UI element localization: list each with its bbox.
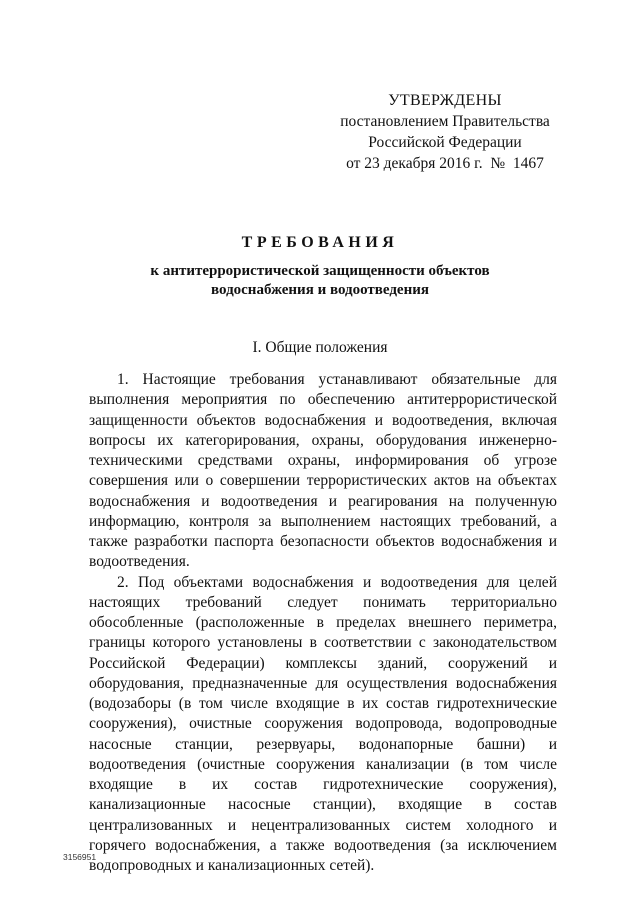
- subtitle-line-2: водоснабжения и водоотведения: [211, 282, 429, 298]
- document-subtitle: [0, 262, 640, 300]
- paragraph-2: 2. Под объектами водоснабжения и водоотведения для целей настоящих требований следует понимать территориально обособленные (расположенные в пределах внешнего периметра, границы которого установлены в соответствии с законодательством Российской Федерации) комплексы зданий, сооружений и оборудования, предназначенные для осуществления водоснабжения (водозаборы (в том числе входящие в их состав гидротехнические сооружения), очистные сооружения водопровода, водопроводные насосные станции, резервуары, водонапорные башни) и водоотведения (очистные сооружения канализации (в том числе входящие в их состав гидротехнические сооружения), канализационные насосные станции), входящие в состав централизованных и нецентрализованных систем холодного и горячего водоснабжения, а также водоотведения (за исключением водопроводных и канализационных сетей).: [89, 573, 557, 874]
- approval-block: [330, 90, 560, 174]
- paragraph-1: 1. Настоящие требования устанавливают обязательные для выполнения мероприятия по обеспечению антитеррористической защищенности объектов водоснабжения и водоотведения, включая вопросы их категорирования, охраны, оборудования инженерно-техническими средствами охраны, информирования об угрозе совершения или о совершении террористических актов на объектах водоснабжения и водоотведения и реагирования на полученную информацию, контроля за выполнением настоящих требований, а также разработки паспорта безопасности объектов водоснабжения и водоотведения.: [89, 371, 557, 571]
- section-heading: I. Общие положения: [252, 339, 388, 356]
- approval-line-3: от 23 декабря 2016 г. № 1467: [346, 155, 544, 172]
- document-number: 3156951: [63, 852, 97, 862]
- approval-stamp: УТВЕРЖДЕНЫ: [388, 92, 502, 109]
- body-text: [89, 370, 557, 876]
- subtitle-line-1: к антитеррористической защищенности объектов: [150, 263, 490, 279]
- approval-line-1: постановлением Правительства: [340, 113, 550, 130]
- document-title: ТРЕБОВАНИЯ: [241, 234, 399, 251]
- approval-line-2: Российской Федерации: [368, 134, 522, 151]
